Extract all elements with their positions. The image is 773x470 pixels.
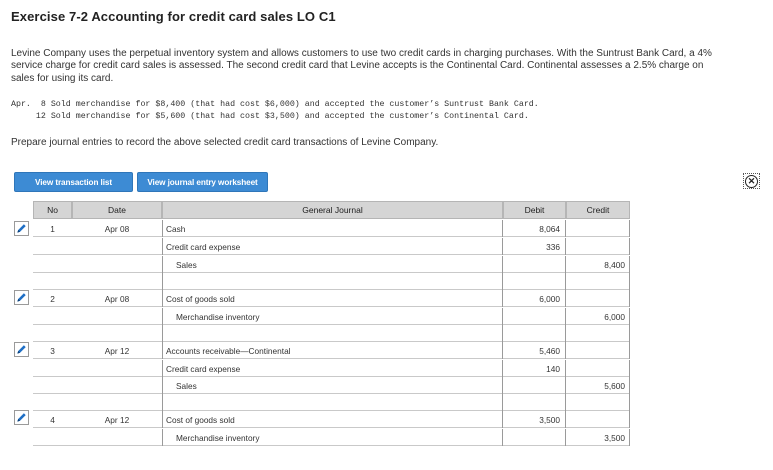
entry-date: Apr 08 — [104, 293, 130, 304]
credit-amount: 8,400 — [566, 256, 630, 273]
debit-amount: 8,064 — [503, 220, 566, 237]
edit-entry-4-button[interactable] — [14, 410, 29, 425]
problem-description: Levine Company uses the perpetual inventory system and allows customers to use two credit cards in charging purchases. With the Suntrust Bank Card, a 4% service charge for credit card sales is assessed. The second credit card that Levine accepts is the Continental Card. Continental assesses a 2.5% charge on sales for using its card. — [11, 48, 712, 84]
column-header-debit: Debit — [503, 201, 566, 219]
transaction-line: Apr. 8 Sold merchandise for $8,400 (that had cost $6,000) and accepted the customer’s Suntrust Bank Card. — [11, 100, 539, 109]
entry-number: 4 — [50, 414, 55, 425]
debit-amount — [503, 273, 566, 290]
debit-amount — [503, 325, 566, 342]
page-title: Exercise 7-2 Accounting for credit card sales LO C1 — [11, 9, 336, 24]
account-name — [162, 273, 503, 290]
column-header-general-journal: General Journal — [162, 201, 503, 219]
credit-amount — [566, 220, 630, 237]
debit-amount — [503, 429, 566, 446]
entry-number — [33, 377, 72, 394]
account-name: Credit card expense — [162, 238, 503, 255]
entry-date: Apr 08 — [104, 223, 130, 234]
table-row — [33, 308, 630, 325]
entry-date — [72, 308, 162, 325]
debit-amount — [503, 308, 566, 325]
table-row-spacer — [33, 273, 630, 290]
debit-amount — [503, 377, 566, 394]
pencil-icon — [16, 292, 27, 303]
credit-amount: 3,500 — [566, 429, 630, 446]
pencil-icon — [16, 223, 27, 234]
table-row — [33, 360, 630, 377]
entry-number: 1 — [50, 223, 55, 234]
credit-amount — [566, 360, 630, 377]
entry-number — [33, 429, 72, 446]
table-row — [33, 342, 630, 359]
credit-amount — [566, 273, 630, 290]
debit-amount — [503, 394, 566, 411]
table-row — [33, 238, 630, 255]
view-journal-entry-worksheet-button[interactable]: View journal entry worksheet — [137, 172, 268, 192]
entry-number — [33, 238, 72, 255]
account-name: Merchandise inventory — [162, 429, 503, 446]
entry-date: Apr 12 — [104, 414, 130, 425]
column-header-date: Date — [72, 201, 162, 219]
account-name: Sales — [162, 256, 503, 273]
debit-amount: 336 — [503, 238, 566, 255]
credit-amount — [566, 411, 630, 428]
credit-amount: 5,600 — [566, 377, 630, 394]
table-row — [33, 377, 630, 394]
entry-date — [72, 429, 162, 446]
credit-amount — [566, 325, 630, 342]
transaction-line: 12 Sold merchandise for $5,600 (that had cost $3,500) and accepted the customer’s Continental Card. — [11, 111, 529, 121]
column-header-no: No — [33, 201, 72, 219]
account-name: Cash — [162, 220, 503, 237]
debit-amount: 3,500 — [503, 411, 566, 428]
account-name: Credit card expense — [162, 360, 503, 377]
entry-number — [33, 256, 72, 273]
account-name — [162, 394, 503, 411]
entry-date — [72, 360, 162, 377]
table-row — [33, 411, 630, 428]
credit-amount — [566, 342, 630, 359]
table-row — [33, 290, 630, 307]
table-row — [33, 256, 630, 273]
pencil-icon — [16, 412, 27, 423]
table-row-spacer — [33, 325, 630, 342]
credit-amount: 6,000 — [566, 308, 630, 325]
edit-entry-1-button[interactable] — [14, 221, 29, 236]
account-name: Cost of goods sold — [162, 290, 503, 307]
instructions: Prepare journal entries to record the above selected credit card transactions of Levine Company. — [11, 137, 439, 148]
entry-date — [72, 377, 162, 394]
close-button[interactable] — [743, 173, 760, 189]
table-row — [33, 429, 630, 446]
debit-amount: 140 — [503, 360, 566, 377]
edit-entry-2-button[interactable] — [14, 290, 29, 305]
column-header-credit: Credit — [566, 201, 630, 219]
account-name: Sales — [162, 377, 503, 394]
entry-number: 2 — [50, 293, 55, 304]
entry-date: Apr 12 — [104, 345, 130, 356]
credit-amount — [566, 394, 630, 411]
debit-amount: 5,460 — [503, 342, 566, 359]
account-name — [162, 325, 503, 342]
credit-amount — [566, 290, 630, 307]
view-transaction-list-button[interactable]: View transaction list — [14, 172, 133, 192]
entry-number: 3 — [50, 345, 55, 356]
debit-amount: 6,000 — [503, 290, 566, 307]
account-name: Cost of goods sold — [162, 411, 503, 428]
account-name: Merchandise inventory — [162, 308, 503, 325]
entry-date — [72, 256, 162, 273]
edit-entry-3-button[interactable] — [14, 342, 29, 357]
pencil-icon — [16, 344, 27, 355]
account-name: Accounts receivable—Continental — [162, 342, 503, 359]
credit-amount — [566, 238, 630, 255]
table-row-spacer — [33, 394, 630, 411]
close-circle-icon: ✕ — [745, 175, 758, 188]
table-row — [33, 220, 630, 237]
transaction-list — [11, 99, 539, 122]
entry-number — [33, 308, 72, 325]
debit-amount — [503, 256, 566, 273]
entry-number — [33, 360, 72, 377]
entry-date — [72, 238, 162, 255]
